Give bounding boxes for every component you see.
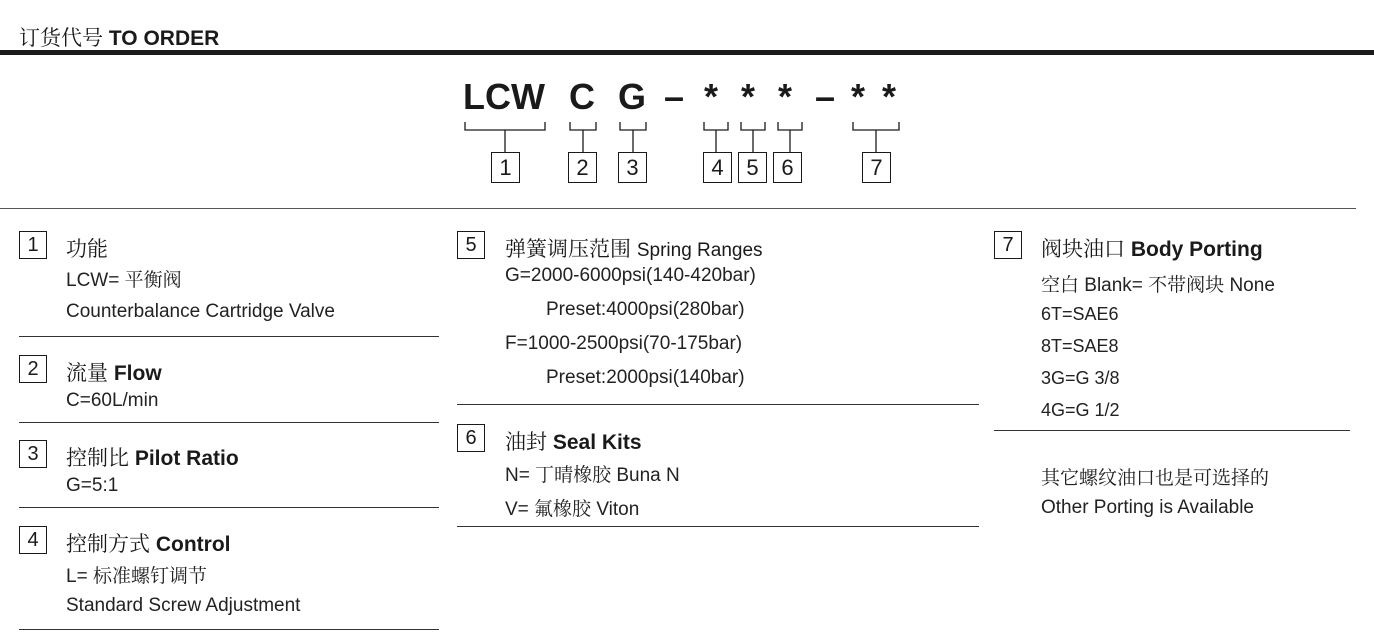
- section-line: V= 氟橡胶 Viton: [505, 499, 640, 520]
- code-char-star: *: [851, 76, 866, 117]
- section-line: LCW= 平衡阀: [66, 270, 182, 291]
- section-line: C=60L/min: [66, 390, 159, 411]
- code-char-c: C: [569, 76, 595, 117]
- section-heading: 控制方式 Control: [66, 533, 231, 556]
- section-line: 4G=G 1/2: [1041, 400, 1120, 420]
- code-number-box: 5: [738, 152, 767, 183]
- section-heading: 弹簧调压范围 Spring Ranges: [505, 238, 763, 261]
- title-cn: 订货代号: [19, 27, 103, 50]
- code-char-lcw: LCW: [463, 76, 545, 117]
- section-line: Preset:4000psi(280bar): [546, 299, 745, 320]
- code-brackets: [0, 0, 1374, 200]
- section-number: 3: [19, 440, 47, 468]
- section-heading: 阀块油口 Body Porting: [1041, 238, 1263, 261]
- section-rule: [457, 404, 979, 405]
- section-number: 5: [457, 231, 485, 259]
- section-line: L= 标准螺钉调节: [66, 566, 207, 587]
- section-divider: [0, 208, 1356, 209]
- section-rule: [457, 526, 979, 527]
- code-char-dash: –: [815, 76, 836, 117]
- section-rule: [19, 507, 439, 508]
- note-en: Other Porting is Available: [1041, 497, 1254, 518]
- bracket-6: [778, 122, 802, 152]
- section-line: Counterbalance Cartridge Valve: [66, 301, 335, 322]
- code-char-star: *: [704, 76, 719, 117]
- bracket-4: [704, 122, 728, 152]
- code-number-box: 4: [703, 152, 732, 183]
- section-number: 6: [457, 424, 485, 452]
- section-heading: 流量 Flow: [66, 362, 162, 385]
- section-heading: 控制比 Pilot Ratio: [66, 447, 239, 470]
- section-line: G=5:1: [66, 475, 119, 496]
- section-number: 4: [19, 526, 47, 554]
- section-rule: [994, 430, 1350, 431]
- code-char-dash: –: [664, 76, 685, 117]
- bracket-5: [741, 122, 765, 152]
- section-line: Preset:2000psi(140bar): [546, 367, 745, 388]
- section-number: 2: [19, 355, 47, 383]
- bracket-7: [853, 122, 899, 152]
- code-number-box: 1: [491, 152, 520, 183]
- section-number: 1: [19, 231, 47, 259]
- bracket-1: [465, 122, 545, 152]
- bracket-3: [620, 122, 646, 152]
- bracket-2: [570, 122, 596, 152]
- code-number-box: 3: [618, 152, 647, 183]
- section-heading: 功能: [66, 238, 108, 261]
- section-line: 8T=SAE8: [1041, 336, 1119, 356]
- code-char-star: *: [741, 76, 756, 117]
- code-number-box: 7: [862, 152, 891, 183]
- title-en: TO ORDER: [108, 27, 220, 50]
- code-char-star: *: [778, 76, 793, 117]
- code-char-star: *: [882, 76, 897, 117]
- section-line: F=1000-2500psi(70-175bar): [505, 333, 743, 354]
- section-line: N= 丁晴橡胶 Buna N: [505, 465, 680, 486]
- section-line: 空白 Blank= 不带阀块 None: [1041, 275, 1275, 296]
- note-cn: 其它螺纹油口也是可选择的: [1041, 468, 1270, 489]
- section-line: G=2000-6000psi(140-420bar): [505, 265, 756, 286]
- code-number-box: 2: [568, 152, 597, 183]
- section-number: 7: [994, 231, 1022, 259]
- section-rule: [19, 336, 439, 337]
- section-heading: 油封 Seal Kits: [505, 431, 642, 454]
- section-line: 3G=G 3/8: [1041, 368, 1120, 388]
- section-line: 6T=SAE6: [1041, 304, 1119, 324]
- section-rule: [19, 422, 439, 423]
- section-rule: [19, 629, 439, 630]
- code-number-box: 6: [773, 152, 802, 183]
- code-char-g: G: [618, 76, 647, 117]
- section-line: Standard Screw Adjustment: [66, 595, 301, 616]
